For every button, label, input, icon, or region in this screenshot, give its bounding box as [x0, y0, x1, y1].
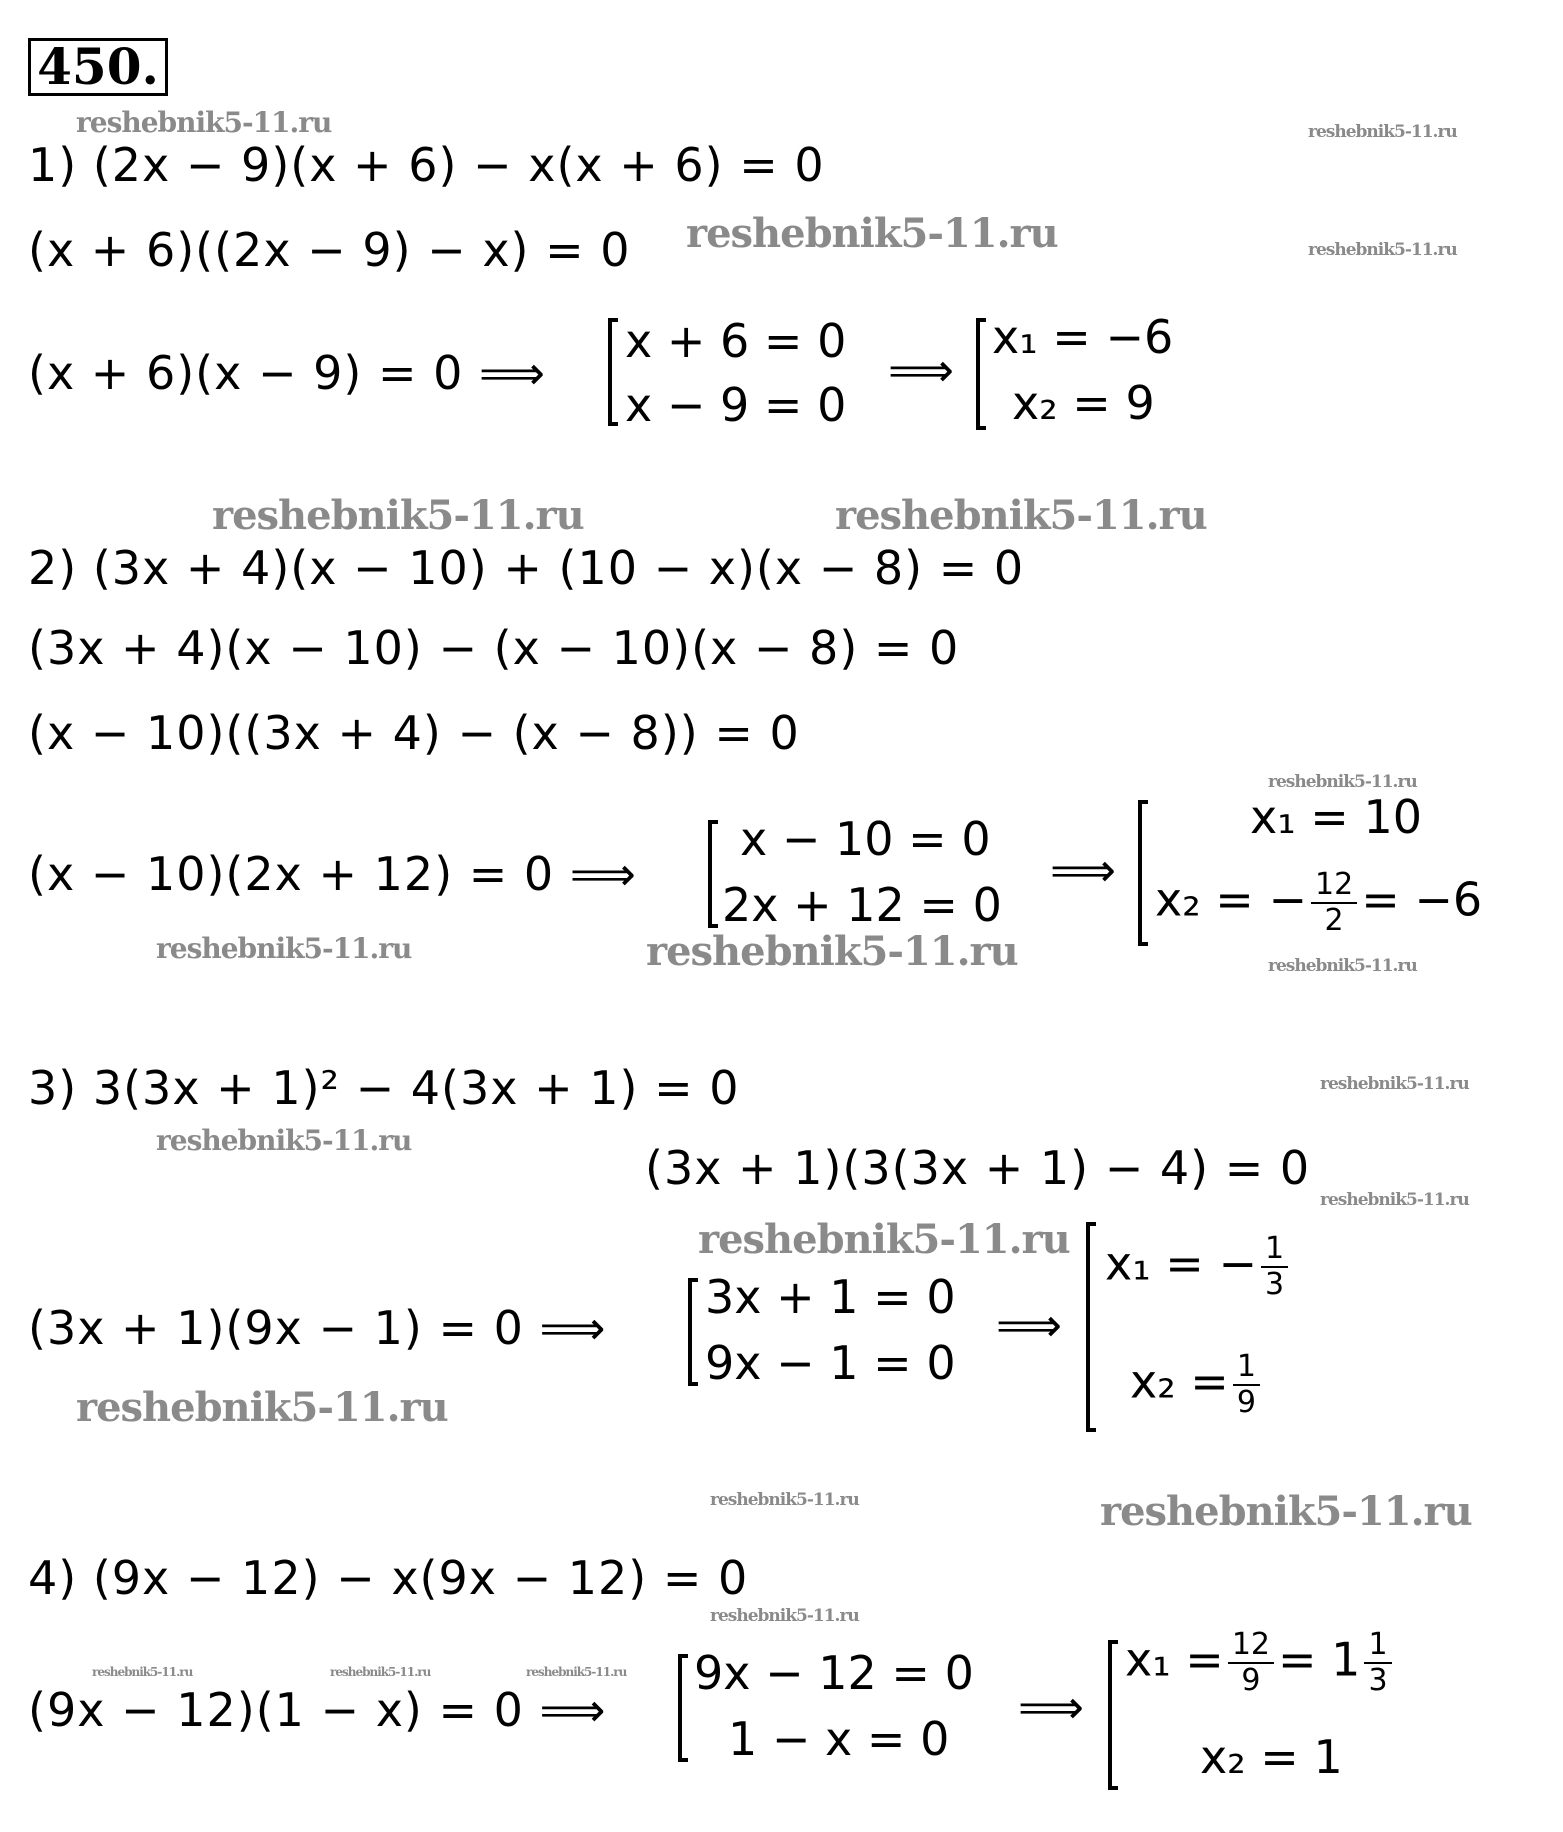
- fraction-denominator: 3: [1265, 1267, 1285, 1302]
- watermark: reshebnik5-11.ru: [1320, 1190, 1469, 1210]
- fraction-denominator: 9: [1241, 1663, 1261, 1698]
- watermark: reshebnik5-11.ru: [1100, 1488, 1472, 1535]
- watermark: reshebnik5-11.ru: [92, 1665, 193, 1679]
- problem-number: 450.: [28, 38, 168, 96]
- p2-result-bracket: [1138, 800, 1148, 946]
- watermark: reshebnik5-11.ru: [646, 928, 1018, 975]
- p3-result-b-fraction: [1233, 1350, 1260, 1420]
- p1-system-eq-b: x − 9 = 0: [625, 378, 847, 432]
- p2-line3: (x − 10)((3x + 4) − (x − 8)) = 0: [28, 706, 800, 760]
- watermark: reshebnik5-11.ru: [156, 932, 412, 965]
- p2-arrow: ⟹: [1050, 843, 1116, 897]
- watermark: reshebnik5-11.ru: [76, 1384, 448, 1431]
- watermark: reshebnik5-11.ru: [1308, 122, 1457, 142]
- p4-system-eq-b: 1 − x = 0: [728, 1712, 950, 1766]
- watermark: reshebnik5-11.ru: [330, 1665, 431, 1679]
- p3-result-a-lhs: x₁ = −: [1105, 1236, 1257, 1291]
- p3-result-b: [1130, 1350, 1264, 1420]
- p1-system-eq-a: x + 6 = 0: [625, 314, 847, 368]
- p3-arrow: ⟹: [996, 1298, 1062, 1352]
- p4-line1: 4) (9x − 12) − x(9x − 12) = 0: [28, 1551, 749, 1605]
- fraction-numerator: 1: [1261, 1232, 1288, 1268]
- watermark: reshebnik5-11.ru: [686, 210, 1058, 257]
- p3-line1: 3) 3(3x + 1)² − 4(3x + 1) = 0: [28, 1061, 740, 1115]
- watermark: reshebnik5-11.ru: [212, 492, 584, 539]
- p4-result-a: [1125, 1628, 1396, 1698]
- p4-result-a-mixed-fraction: [1364, 1628, 1391, 1698]
- p1-line1: 1) (2x − 9)(x + 6) − x(x + 6) = 0: [28, 138, 825, 192]
- p3-system-eq-a: 3x + 1 = 0: [705, 1270, 956, 1324]
- p4-result-bracket: [1108, 1640, 1118, 1790]
- p4-result-a-fraction: [1228, 1628, 1274, 1698]
- p2-line2: (3x + 4)(x − 10) − (x − 10)(x − 8) = 0: [28, 621, 960, 675]
- p1-arrow: ⟹: [888, 343, 954, 397]
- p4-result-b: x₂ = 1: [1200, 1730, 1343, 1784]
- watermark: reshebnik5-11.ru: [76, 106, 332, 139]
- watermark: reshebnik5-11.ru: [710, 1490, 859, 1510]
- p2-result-b-fraction: [1311, 868, 1357, 938]
- watermark: reshebnik5-11.ru: [1268, 772, 1417, 792]
- p2-system-eq-b: 2x + 12 = 0: [722, 878, 1002, 932]
- p2-system-bracket: [708, 820, 718, 928]
- p1-result-a: x₁ = −6: [992, 310, 1174, 364]
- p3-system-bracket: [688, 1278, 698, 1386]
- fraction-numerator: 12: [1311, 868, 1357, 904]
- p4-result-a-lhs: x₁ =: [1125, 1632, 1224, 1687]
- p3-line3: (3x + 1)(9x − 1) = 0 ⟹: [28, 1301, 607, 1355]
- p1-result-bracket: [976, 318, 986, 430]
- p2-result-b: [1155, 868, 1482, 938]
- p1-result-b: x₂ = 9: [1012, 376, 1155, 430]
- p1-line2: (x + 6)((2x − 9) − x) = 0: [28, 223, 631, 277]
- p2-system-eq-a: x − 10 = 0: [740, 812, 991, 866]
- watermark: reshebnik5-11.ru: [710, 1606, 859, 1626]
- watermark: reshebnik5-11.ru: [1320, 1074, 1469, 1094]
- watermark: reshebnik5-11.ru: [526, 1665, 627, 1679]
- watermark: reshebnik5-11.ru: [698, 1216, 1070, 1263]
- p3-result-bracket: [1086, 1222, 1096, 1432]
- p2-result-b-rhs: = −6: [1361, 872, 1483, 927]
- p1-system-bracket: [608, 318, 618, 426]
- fraction-numerator: 1: [1233, 1350, 1260, 1386]
- p4-result-a-mid: = 1: [1278, 1632, 1361, 1687]
- p4-system-eq-a: 9x − 12 = 0: [694, 1646, 974, 1700]
- fraction-denominator: 2: [1324, 903, 1344, 938]
- watermark: reshebnik5-11.ru: [156, 1124, 412, 1157]
- fraction-denominator: 9: [1236, 1385, 1256, 1420]
- p1-line3: (x + 6)(x − 9) = 0 ⟹: [28, 346, 546, 400]
- p4-arrow: ⟹: [1018, 1680, 1084, 1734]
- watermark: reshebnik5-11.ru: [1308, 240, 1457, 260]
- fraction-numerator: 12: [1228, 1628, 1274, 1664]
- p3-result-a: [1105, 1232, 1292, 1302]
- p3-line2: (3x + 1)(3(3x + 1) − 4) = 0: [645, 1141, 1311, 1195]
- p4-system-bracket: [678, 1654, 688, 1762]
- p3-result-a-fraction: [1261, 1232, 1288, 1302]
- p4-line2: (9x − 12)(1 − x) = 0 ⟹: [28, 1683, 607, 1737]
- watermark: reshebnik5-11.ru: [1268, 956, 1417, 976]
- watermark: reshebnik5-11.ru: [835, 492, 1207, 539]
- p3-result-b-lhs: x₂ =: [1130, 1354, 1229, 1409]
- fraction-numerator: 1: [1364, 1628, 1391, 1664]
- p2-result-b-lhs: x₂ = −: [1155, 872, 1307, 927]
- p2-result-a: x₁ = 10: [1250, 790, 1422, 844]
- p2-line1: 2) (3x + 4)(x − 10) + (10 − x)(x − 8) = 0: [28, 541, 1025, 595]
- p3-system-eq-b: 9x − 1 = 0: [705, 1336, 956, 1390]
- fraction-denominator: 3: [1368, 1663, 1388, 1698]
- p2-line4: (x − 10)(2x + 12) = 0 ⟹: [28, 847, 637, 901]
